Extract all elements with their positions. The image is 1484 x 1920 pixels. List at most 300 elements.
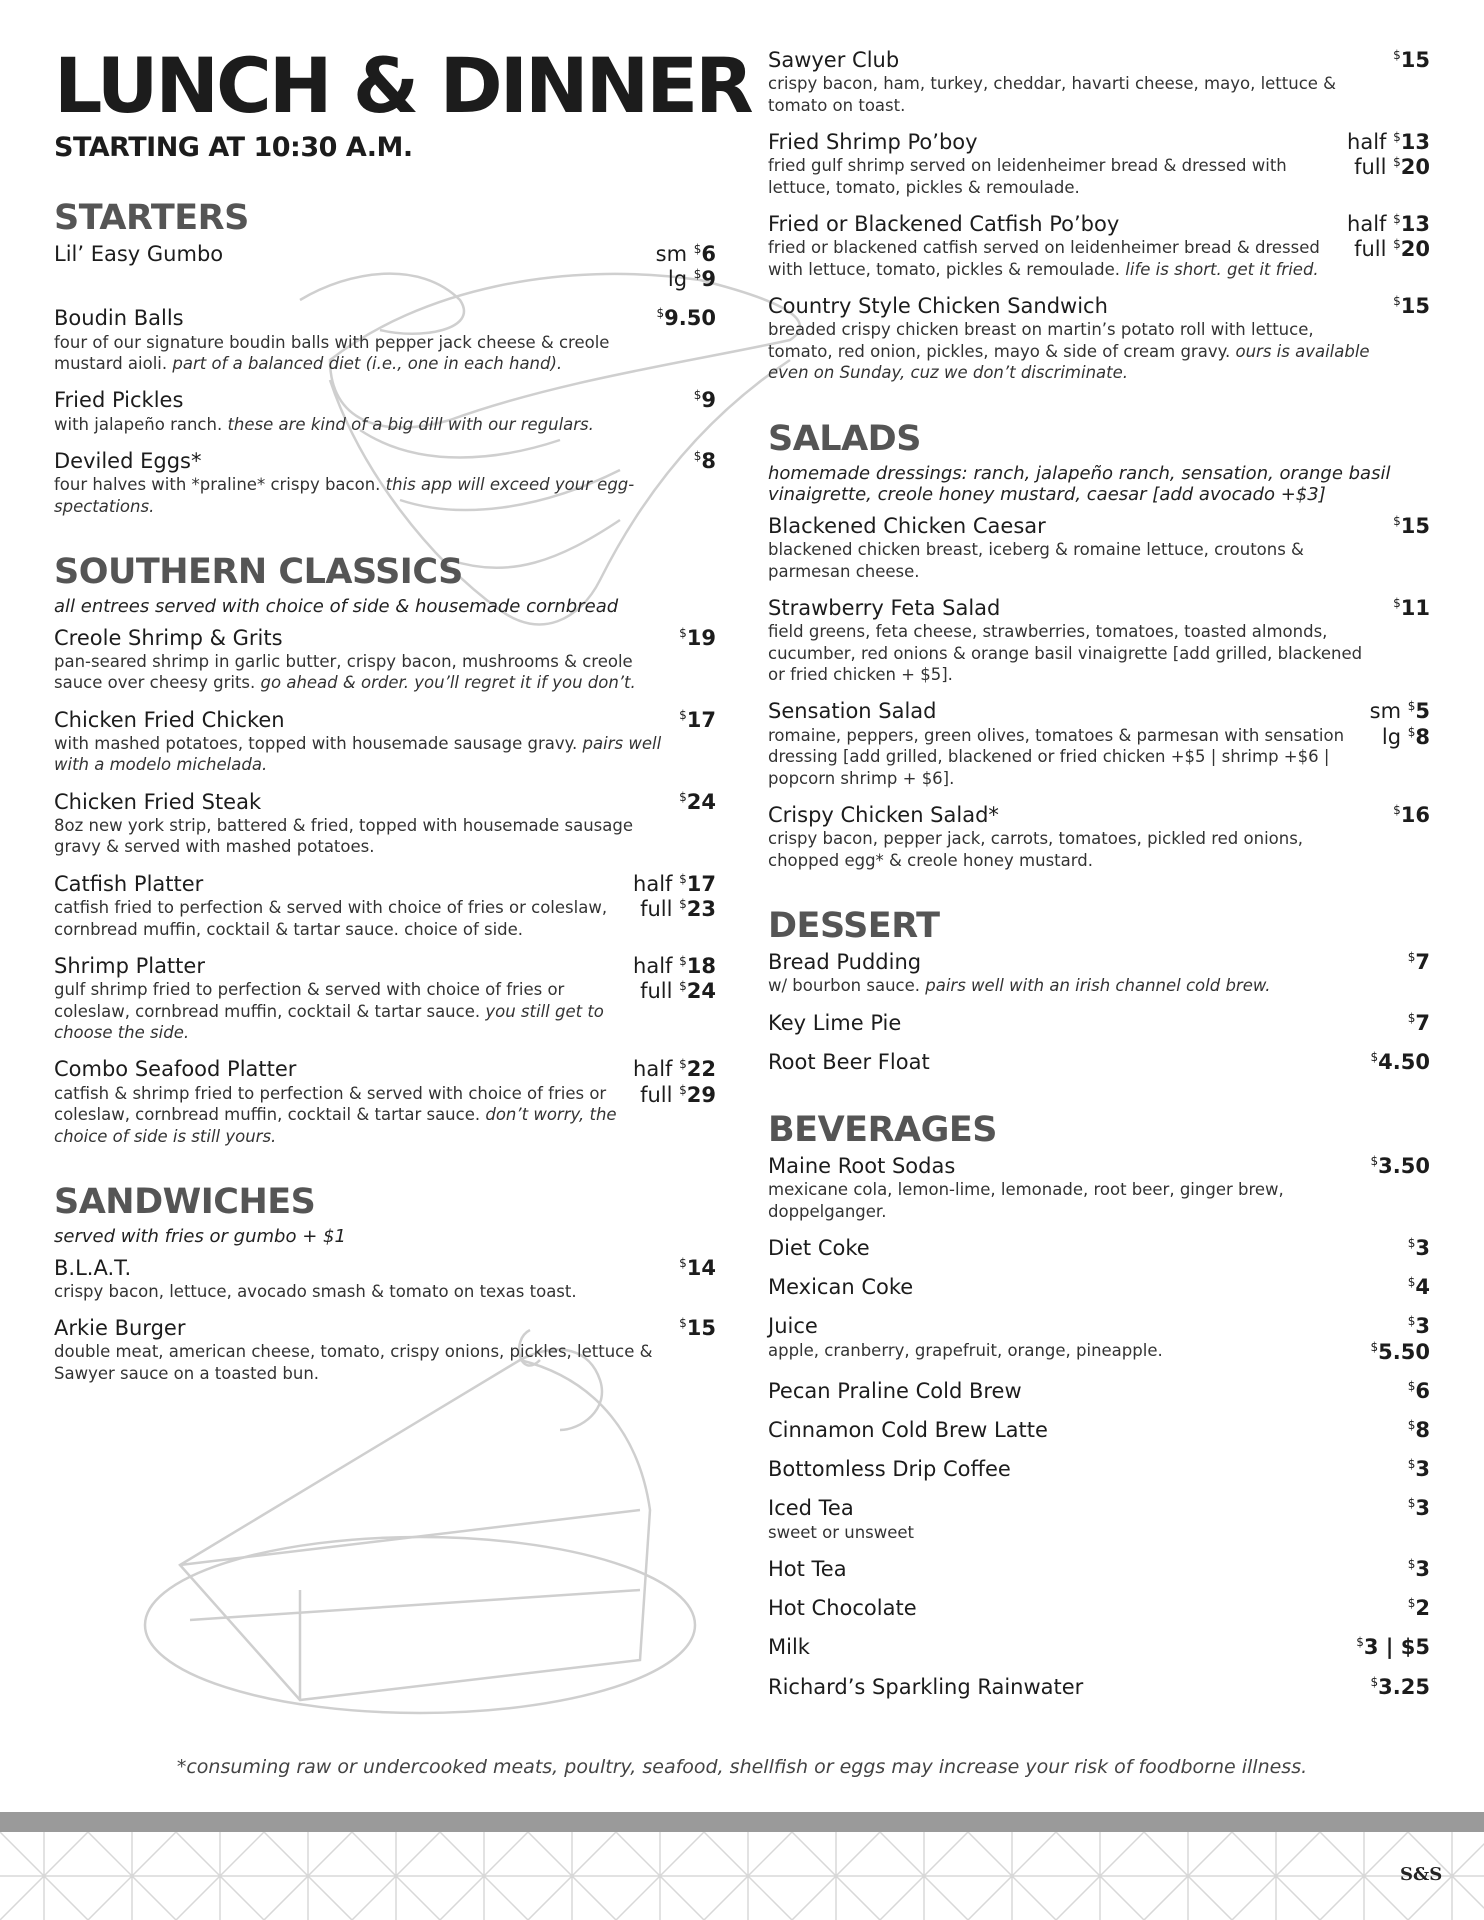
menu-item-name: Fried or Blackened Catfish Po’boy <box>768 212 1120 237</box>
price-amount: 11 <box>1400 595 1430 620</box>
menu-item-name: Sensation Salad <box>768 699 937 724</box>
menu-item-description <box>768 1340 1357 1361</box>
menu-item-name: Chicken Fried Steak <box>54 789 262 814</box>
currency-symbol: $ <box>1407 1496 1416 1511</box>
menu-item <box>768 1236 1430 1261</box>
menu-item-text <box>768 1154 1371 1222</box>
price-line <box>694 388 716 413</box>
currency-symbol: $ <box>693 388 702 403</box>
menu-item-prices <box>1371 1675 1430 1700</box>
currency-symbol: $ <box>1356 1635 1364 1650</box>
price-amount: 4 <box>1415 1275 1430 1300</box>
price-amount: 9.50 <box>664 306 716 331</box>
menu-item-prices <box>1347 212 1430 262</box>
price-line <box>1370 725 1430 750</box>
section-sandwiches-continued <box>768 48 1430 384</box>
price-size-label: full <box>640 897 673 922</box>
price-amount: 15 <box>1400 48 1430 72</box>
price-amount: 15 <box>1400 513 1430 538</box>
currency-symbol: $ <box>1407 1457 1416 1472</box>
price-size-label: half <box>633 1057 673 1082</box>
menu-item-name: Milk <box>768 1635 810 1660</box>
price-amount: 13 <box>1400 130 1430 155</box>
price-amount: 15 <box>1400 294 1430 319</box>
price-line <box>679 708 716 733</box>
price-amount: 3.50 <box>1378 1154 1430 1178</box>
menu-item-text <box>768 1418 1408 1443</box>
menu-item-text <box>768 1011 1408 1036</box>
price-amount: 3 <box>1415 1457 1430 1482</box>
menu-item-desc-text: catfish fried to perfection & served with choice of fries or coleslaw, cornbread muffin, cocktail & tartar sauce. choice of side. <box>54 898 608 939</box>
menu-item <box>54 872 716 940</box>
menu-item <box>768 514 1430 582</box>
price-line <box>1356 1635 1430 1660</box>
menu-item-prices <box>694 388 716 413</box>
menu-item <box>54 626 716 694</box>
menu-item <box>768 1635 1430 1660</box>
menu-item <box>768 1418 1430 1443</box>
menu-item-text <box>54 626 679 694</box>
menu-item-description <box>54 474 680 517</box>
price-amount: 3 <box>1415 1236 1430 1261</box>
currency-symbol: $ <box>1407 699 1416 714</box>
menu-item-text <box>768 1236 1408 1261</box>
price-amount: 23 <box>686 897 716 922</box>
menu-item-text <box>768 950 1408 997</box>
price-line <box>1347 212 1430 237</box>
currency-symbol: $ <box>679 625 687 640</box>
price-line <box>1408 1236 1430 1261</box>
menu-item-name: Blackened Chicken Caesar <box>768 513 1046 538</box>
currency-symbol: $ <box>679 871 687 886</box>
menu-item-description <box>54 733 665 776</box>
menu-item-prices <box>1370 699 1430 749</box>
price-amount: 3 <box>1415 1557 1430 1581</box>
menu-item-text <box>54 708 679 776</box>
menu-item-note: part of a balanced diet (i.e., one in each hand). <box>172 354 563 373</box>
currency-symbol: $ <box>693 449 702 464</box>
menu-item-name: Fried Shrimp Po’boy <box>768 130 978 155</box>
menu-item-desc-text: blackened chicken breast, iceberg & romaine lettuce, croutons & parmesan cheese. <box>768 540 1304 581</box>
currency-symbol: $ <box>1393 237 1401 252</box>
menu-item <box>768 803 1430 871</box>
menu-item-note: you still get to choose the side. <box>54 1001 604 1043</box>
menu-item-prices <box>1371 1314 1430 1364</box>
menu-item-text <box>54 1057 633 1147</box>
currency-symbol: $ <box>1393 595 1401 610</box>
menu-item-note: life is short. get it fried. <box>1125 259 1319 279</box>
right-column <box>768 48 1430 1714</box>
menu-item-description <box>768 155 1333 198</box>
menu-item-name: Root Beer Float <box>768 1049 930 1074</box>
page-subtitle: STARTING AT 10:30 A.M. <box>54 132 413 163</box>
menu-item-prices <box>1408 1275 1430 1300</box>
menu-item-prices <box>1393 514 1430 539</box>
menu-item <box>768 1379 1430 1404</box>
price-amount: 17 <box>686 707 716 732</box>
menu-item-name: Bread Pudding <box>768 950 922 974</box>
allergy-footnote: *consuming raw or undercooked meats, poultry, seafood, shellfish or eggs may increase your risk of foodborne illness. <box>176 1756 1308 1778</box>
menu-item-description <box>768 1179 1357 1222</box>
menu-item-prices <box>1393 48 1430 73</box>
menu-item-text <box>54 306 657 374</box>
section-note: homemade dressings: ranch, jalapeño ranch, sensation, orange basil vinaigrette, creole honey mustard, caesar [add avocado +$3] <box>768 462 1391 506</box>
menu-item-name: Key Lime Pie <box>768 1010 902 1035</box>
menu-item <box>768 1596 1430 1621</box>
price-line <box>679 1316 716 1341</box>
menu-item-description <box>768 319 1379 383</box>
menu-item <box>768 1557 1430 1582</box>
menu-item-prices <box>1408 1496 1430 1521</box>
menu-item <box>54 1057 716 1147</box>
currency-symbol: $ <box>679 979 687 994</box>
menu-item <box>768 1675 1430 1700</box>
menu-item-description <box>768 237 1333 280</box>
currency-symbol: $ <box>1393 513 1401 528</box>
menu-item-text <box>768 294 1393 384</box>
menu-item-prices <box>657 306 716 331</box>
section-title: SOUTHERN CLASSICS <box>54 552 463 593</box>
menu-item <box>54 449 716 517</box>
menu-item-text <box>54 954 633 1044</box>
menu-item-name: Bottomless Drip Coffee <box>768 1457 1011 1482</box>
menu-item-desc-text: crispy bacon, lettuce, avocado smash & tomato on texas toast. <box>54 1281 577 1301</box>
price-amount: 6 <box>701 242 716 266</box>
menu-item-name: Creole Shrimp & Grits <box>54 625 283 650</box>
page-title: LUNCH & DINNER <box>54 41 751 130</box>
menu-item-text <box>768 1457 1408 1482</box>
price-line <box>1393 48 1430 73</box>
price-line <box>679 626 716 651</box>
menu-item-prices <box>1408 1557 1430 1582</box>
menu-item-text <box>768 699 1370 789</box>
price-line <box>694 449 716 474</box>
menu-item-name: Combo Seafood Platter <box>54 1057 297 1082</box>
section-title: STARTERS <box>54 198 249 238</box>
menu-item-prices <box>1393 294 1430 319</box>
currency-symbol: $ <box>1370 1674 1379 1689</box>
price-size-label: full <box>640 1082 673 1107</box>
menu-item-prices <box>1393 803 1430 828</box>
menu-item-prices <box>633 1057 716 1107</box>
menu-item <box>768 130 1430 198</box>
menu-item <box>768 1457 1430 1482</box>
menu-item <box>54 242 716 292</box>
menu-item-desc-text: with mashed potatoes, topped with housemade sausage gravy. <box>54 733 578 753</box>
menu-item-name: Shrimp Platter <box>54 953 205 978</box>
section-title: SALADS <box>768 418 921 459</box>
price-amount: 20 <box>1400 237 1430 262</box>
price-line <box>1370 699 1430 724</box>
menu-item-text <box>768 1675 1371 1700</box>
price-size-label: full <box>1354 155 1387 180</box>
price-line <box>1408 1011 1430 1036</box>
price-size-label: lg <box>1381 724 1402 749</box>
price-line <box>656 242 716 267</box>
price-line <box>1371 1154 1430 1179</box>
price-line <box>1408 1596 1430 1621</box>
price-line <box>1408 1457 1430 1482</box>
price-line <box>657 306 716 331</box>
price-line <box>1347 237 1430 262</box>
price-size-label: half <box>633 871 673 896</box>
currency-symbol: $ <box>693 267 702 282</box>
currency-symbol: $ <box>1370 1049 1379 1064</box>
price-amount: 20 <box>1400 155 1430 180</box>
price-amount: 3.25 <box>1378 1674 1430 1699</box>
menu-item-name: Maine Root Sodas <box>768 1154 956 1178</box>
currency-symbol: $ <box>679 1082 687 1097</box>
price-line <box>1393 596 1430 621</box>
menu-item-prices <box>679 626 716 651</box>
menu-item <box>768 1154 1430 1222</box>
price-line <box>1347 130 1430 155</box>
menu-item-desc-text: fried gulf shrimp served on leidenheimer bread & dressed with lettuce, tomato, pickles & remoulade. <box>768 156 1287 197</box>
menu-item-name: Fried Pickles <box>54 388 184 413</box>
currency-symbol: $ <box>1407 950 1416 964</box>
menu-item-prices <box>1356 1635 1430 1660</box>
section-beverages <box>768 1110 1430 1700</box>
price-line <box>1408 1418 1430 1443</box>
menu-item-text <box>768 1596 1408 1621</box>
section-salads <box>768 418 1430 871</box>
menu-item-text <box>768 803 1393 871</box>
currency-symbol: $ <box>1407 1236 1416 1251</box>
menu-item-prices <box>694 449 716 474</box>
section-dessert <box>768 906 1430 1075</box>
currency-symbol: $ <box>679 1057 687 1072</box>
price-amount: 5.50 <box>1378 1339 1430 1364</box>
price-line <box>633 954 716 979</box>
menu-item-text <box>768 1379 1408 1404</box>
currency-symbol: $ <box>1407 1378 1416 1393</box>
menu-item-name: Diet Coke <box>768 1236 870 1261</box>
menu-item-description <box>54 651 665 694</box>
price-amount: 24 <box>686 789 716 814</box>
menu-item-prices <box>1408 1236 1430 1261</box>
menu-item-description <box>54 1341 665 1384</box>
currency-symbol: $ <box>1393 212 1401 227</box>
price-amount: 18 <box>686 953 716 978</box>
menu-item-prices <box>679 1256 716 1281</box>
price-amount: 19 <box>686 625 716 650</box>
menu-item-text <box>768 212 1347 280</box>
price-line <box>1371 1340 1430 1365</box>
menu-item-description <box>768 828 1379 871</box>
currency-symbol: $ <box>656 306 665 321</box>
menu-item-name: Boudin Balls <box>54 306 184 331</box>
currency-symbol: $ <box>1393 155 1401 170</box>
currency-symbol: $ <box>679 1255 687 1270</box>
price-amount: 9 <box>701 267 716 292</box>
currency-symbol: $ <box>1407 1418 1416 1432</box>
menu-item-desc-text: breaded crispy chicken breast on martin’s potato roll with lettuce, tomato, red onion, pickles, mayo & side of cream gravy. <box>768 320 1314 361</box>
menu-item-desc-text: fried or blackened catfish served on leidenheimer bread & dressed with lettuce, tomato, pickles & remoulade. <box>768 238 1320 279</box>
menu-item-text <box>768 130 1347 198</box>
menu-item-name: Sawyer Club <box>768 48 900 72</box>
menu-item-name: Crispy Chicken Salad* <box>768 802 999 827</box>
price-size-label: sm <box>1369 699 1402 724</box>
currency-symbol: $ <box>679 953 687 968</box>
section-title: BEVERAGES <box>768 1110 997 1150</box>
menu-item-text <box>54 1256 679 1303</box>
menu-item <box>768 48 1430 116</box>
menu-item <box>768 1050 1430 1075</box>
menu-item-desc-text: mexicane cola, lemon-lime, lemonade, root beer, ginger brew, doppelganger. <box>768 1180 1284 1221</box>
menu-item-name: Hot Chocolate <box>768 1596 917 1621</box>
price-amount: 29 <box>686 1082 716 1107</box>
currency-symbol: $ <box>679 707 687 722</box>
menu-item-name: Richard’s Sparkling Rainwater <box>768 1674 1084 1699</box>
price-amount: 3 <box>1415 1314 1430 1339</box>
menu-item-description <box>768 73 1379 116</box>
price-line <box>679 790 716 815</box>
menu-item-description <box>768 725 1356 789</box>
section-sandwiches <box>54 1181 716 1384</box>
menu-item <box>54 954 716 1044</box>
price-line <box>633 897 716 922</box>
menu-item-text <box>768 1496 1408 1543</box>
menu-item-text <box>54 790 679 858</box>
menu-item-prices <box>679 708 716 733</box>
footer-bar <box>0 1812 1484 1832</box>
menu-item <box>768 1275 1430 1300</box>
price-amount: 3 | $5 <box>1363 1635 1430 1660</box>
menu-item-text <box>54 449 694 517</box>
section-starters <box>54 198 716 517</box>
menu-item-prices <box>1371 1050 1430 1075</box>
price-size-label: full <box>1354 237 1387 262</box>
menu-item-text <box>54 872 633 940</box>
menu-item-prices <box>1408 950 1430 975</box>
menu-item <box>768 596 1430 686</box>
menu-item-description <box>54 1281 665 1302</box>
menu-item-desc-text: with jalapeño ranch. <box>54 414 223 434</box>
menu-item-text <box>768 48 1393 116</box>
currency-symbol: $ <box>679 897 687 912</box>
price-line <box>633 1057 716 1082</box>
currency-symbol: $ <box>1393 130 1401 145</box>
price-line <box>1408 950 1430 975</box>
menu-item-desc-text: crispy bacon, ham, turkey, cheddar, havarti cheese, mayo, lettuce & tomato on toast. <box>768 74 1337 115</box>
currency-symbol: $ <box>1370 1154 1379 1168</box>
currency-symbol: $ <box>693 242 702 256</box>
brand-logo-icon: S&S <box>1400 1864 1443 1885</box>
section-title: SANDWICHES <box>54 1181 316 1222</box>
menu-item <box>768 212 1430 280</box>
currency-symbol: $ <box>1370 1339 1379 1354</box>
section-title: DESSERT <box>768 906 940 946</box>
currency-symbol: $ <box>1407 1557 1416 1571</box>
currency-symbol: $ <box>1393 802 1401 817</box>
menu-item-prices <box>679 1316 716 1341</box>
menu-item-name: Hot Tea <box>768 1557 847 1581</box>
price-line <box>1393 514 1430 539</box>
menu-item-desc-text: romaine, peppers, green olives, tomatoes & parmesan with sensation dressing [add grilled, blackened or fried chicken +$5 | shrimp +$6 | popcorn shrimp + $6]. <box>768 725 1345 788</box>
currency-symbol: $ <box>1407 724 1416 739</box>
menu-item-desc-text: double meat, american cheese, tomato, crispy onions, pickles, lettuce & Sawyer sauce on a toasted bun. <box>54 1342 653 1383</box>
menu-item-description <box>54 414 680 435</box>
price-amount: 9 <box>701 388 716 413</box>
currency-symbol: $ <box>1407 1314 1416 1329</box>
menu-item <box>768 1314 1430 1364</box>
price-amount: 7 <box>1415 950 1430 974</box>
price-line <box>1371 1050 1430 1075</box>
menu-item-description <box>768 1522 1394 1543</box>
price-amount: 7 <box>1415 1010 1430 1035</box>
price-amount: 8 <box>1415 724 1430 749</box>
menu-item-name: Arkie Burger <box>54 1316 186 1341</box>
menu-item-text <box>768 1050 1371 1075</box>
menu-item-note: this app will exceed your egg-spectations. <box>54 475 635 516</box>
price-amount: 2 <box>1415 1596 1430 1621</box>
menu-item-prices <box>633 954 716 1004</box>
menu-item-prices <box>1408 1011 1430 1036</box>
menu-item-prices <box>1408 1596 1430 1621</box>
price-size-label: lg <box>667 267 688 292</box>
price-line <box>633 1083 716 1108</box>
menu-item-desc-text: catfish & shrimp fried to perfection & served with choice of fries or coleslaw, cornbread muffin, cocktail & tartar sauce. <box>54 1083 607 1125</box>
menu-item <box>54 708 716 776</box>
price-amount: 15 <box>686 1316 716 1341</box>
price-line <box>633 979 716 1004</box>
menu-item <box>768 1011 1430 1036</box>
section-southern-classics <box>54 552 716 1147</box>
price-line <box>633 872 716 897</box>
menu-item-name: Strawberry Feta Salad <box>768 595 1001 620</box>
menu-item-prices <box>1408 1457 1430 1482</box>
menu-item-prices <box>1408 1418 1430 1443</box>
price-size-label: sm <box>655 242 688 266</box>
menu-item <box>54 306 716 374</box>
menu-item-note: pairs well with an irish channel cold brew. <box>925 976 1271 996</box>
menu-item-name: Chicken Fried Chicken <box>54 707 285 732</box>
menu-item-name: Iced Tea <box>768 1496 854 1521</box>
price-amount: 16 <box>1400 802 1430 827</box>
price-amount: 5 <box>1415 699 1430 724</box>
menu-item-name: Country Style Chicken Sandwich <box>768 294 1108 319</box>
menu-item-prices <box>1347 130 1430 180</box>
currency-symbol: $ <box>1407 1010 1416 1025</box>
price-line <box>1408 1496 1430 1521</box>
menu-item-note: go ahead & order. you’ll regret it if you don’t. <box>260 673 636 693</box>
menu-item-text <box>768 596 1393 686</box>
menu-item-name: B.L.A.T. <box>54 1255 132 1280</box>
menu-item-text <box>768 514 1393 582</box>
price-amount: 14 <box>686 1255 716 1280</box>
currency-symbol: $ <box>1407 1596 1416 1611</box>
left-column <box>54 41 751 1398</box>
menu-item-desc-text: crispy bacon, pepper jack, carrots, tomatoes, pickled red onions, chopped egg* & creole honey mustard. <box>768 829 1304 870</box>
price-amount: 22 <box>686 1057 716 1082</box>
menu-item-note: ours is available even on Sunday, cuz we don’t discriminate. <box>768 341 1370 383</box>
menu-item-name: Cinnamon Cold Brew Latte <box>768 1418 1048 1442</box>
menu-item <box>768 699 1430 789</box>
menu-item-prices <box>656 242 716 292</box>
menu-item-text <box>54 1316 679 1384</box>
menu-item <box>768 1496 1430 1543</box>
menu-item-prices <box>633 872 716 922</box>
price-size-label: half <box>1347 130 1387 155</box>
menu-item-prices <box>1371 1154 1430 1179</box>
price-amount: 17 <box>686 871 716 896</box>
price-line <box>1408 1379 1430 1404</box>
price-line <box>1347 155 1430 180</box>
price-amount: 3 <box>1415 1496 1430 1521</box>
section-note: all entrees served with choice of side & housemade cornbread <box>54 596 619 618</box>
menu-item <box>54 1256 716 1303</box>
menu-item-prices <box>1393 596 1430 621</box>
